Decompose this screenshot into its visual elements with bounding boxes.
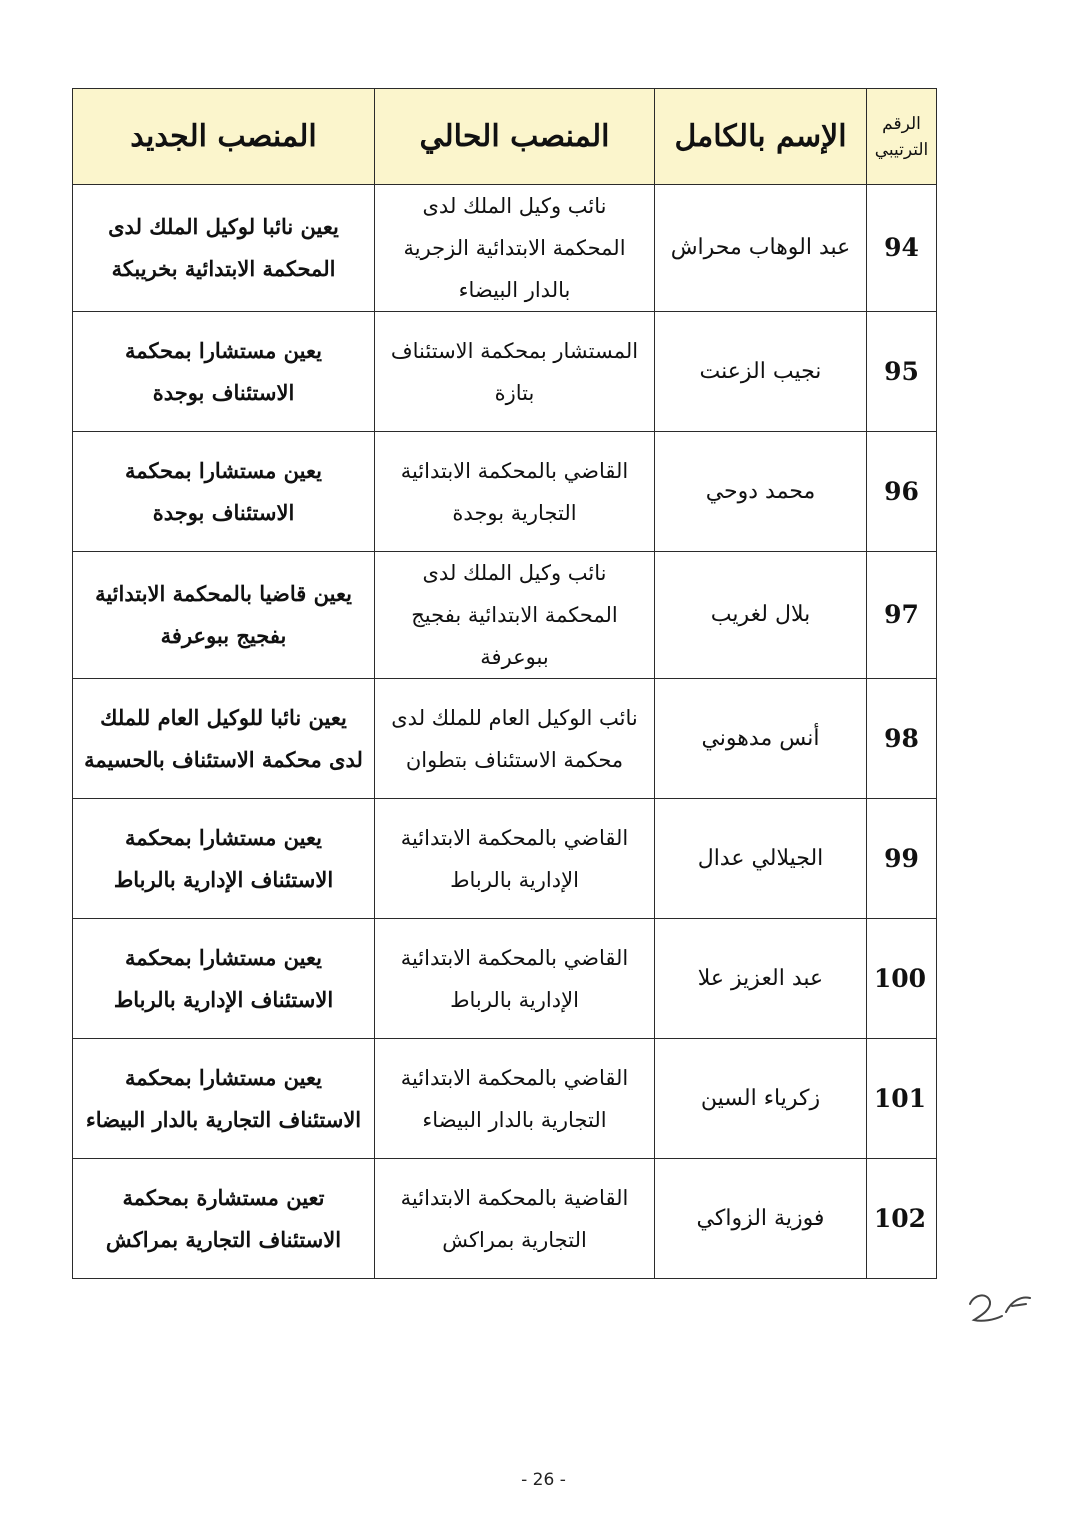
table-row [73, 799, 937, 919]
table-row [73, 919, 937, 1039]
row-name: عبد الوهاب محراش [655, 185, 867, 312]
row-new-position: يعين مستشارا بمحكمة الاستئناف بوجدة [73, 432, 375, 552]
row-current-position: المستشار بمحكمة الاستئناف بتازة [375, 312, 655, 432]
row-current-position: القاضي بالمحكمة الابتدائية التجارية بوجدة [375, 432, 655, 552]
header-new-position: المنصب الجديد [73, 89, 375, 185]
row-new-position: تعين مستشارة بمحكمة الاستئناف التجارية بمراكش [73, 1159, 375, 1279]
row-new-position: يعين مستشارا بمحكمة الاستئناف بوجدة [73, 312, 375, 432]
header-current-position: المنصب الحالي [375, 89, 655, 185]
row-number: 99 [867, 799, 937, 919]
row-current-position: القاضي بالمحكمة الابتدائية التجارية بالدار البيضاء [375, 1039, 655, 1159]
row-new-position: يعين قاضيا بالمحكمة الابتدائية بفجيج ببوعرفة [73, 552, 375, 679]
row-new-position: يعين نائبا لوكيل الملك لدى المحكمة الابتدائية بخريبكة [73, 185, 375, 312]
row-name: عبد العزيز علا [655, 919, 867, 1039]
row-number: 102 [867, 1159, 937, 1279]
row-name: أنس مدهوني [655, 679, 867, 799]
row-name: فوزية الزواكي [655, 1159, 867, 1279]
appointments-table [72, 88, 937, 1279]
row-current-position: نائب وكيل الملك لدى المحكمة الابتدائية الزجرية بالدار البيضاء [375, 185, 655, 312]
row-number: 101 [867, 1039, 937, 1159]
header-number: الرقم الترتيبي [867, 89, 937, 185]
row-number: 96 [867, 432, 937, 552]
row-new-position: يعين نائبا للوكيل العام للملك لدى محكمة الاستئناف بالحسيمة [73, 679, 375, 799]
handwritten-initials [960, 1282, 1040, 1328]
row-current-position: القاضي بالمحكمة الابتدائية الإدارية بالرباط [375, 799, 655, 919]
table-row [73, 185, 937, 312]
row-number: 94 [867, 185, 937, 312]
row-current-position: القاضية بالمحكمة الابتدائية التجارية بمراكش [375, 1159, 655, 1279]
table-row [73, 1039, 937, 1159]
table-header-row [73, 89, 937, 185]
row-name: زكرياء السين [655, 1039, 867, 1159]
row-new-position: يعين مستشارا بمحكمة الاستئناف التجارية بالدار البيضاء [73, 1039, 375, 1159]
row-name: بلال لغريب [655, 552, 867, 679]
row-name: الجيلالي عدال [655, 799, 867, 919]
table-row [73, 432, 937, 552]
row-name: نجيب الزعنت [655, 312, 867, 432]
table-row [73, 679, 937, 799]
page-number: - 26 - [521, 1470, 566, 1490]
row-number: 95 [867, 312, 937, 432]
row-number: 98 [867, 679, 937, 799]
row-new-position: يعين مستشارا بمحكمة الاستئناف الإدارية بالرباط [73, 799, 375, 919]
table-row [73, 1159, 937, 1279]
row-current-position: نائب الوكيل العام للملك لدى محكمة الاستئناف بتطوان [375, 679, 655, 799]
row-new-position: يعين مستشارا بمحكمة الاستئناف الإدارية بالرباط [73, 919, 375, 1039]
row-number: 100 [867, 919, 937, 1039]
row-number: 97 [867, 552, 937, 679]
row-current-position: نائب وكيل الملك لدى المحكمة الابتدائية بفجيج ببوعرفة [375, 552, 655, 679]
header-full-name: الإسم بالكامل [655, 89, 867, 185]
row-name: محمد دوحي [655, 432, 867, 552]
table-row [73, 312, 937, 432]
table-row [73, 552, 937, 679]
row-current-position: القاضي بالمحكمة الابتدائية الإدارية بالرباط [375, 919, 655, 1039]
